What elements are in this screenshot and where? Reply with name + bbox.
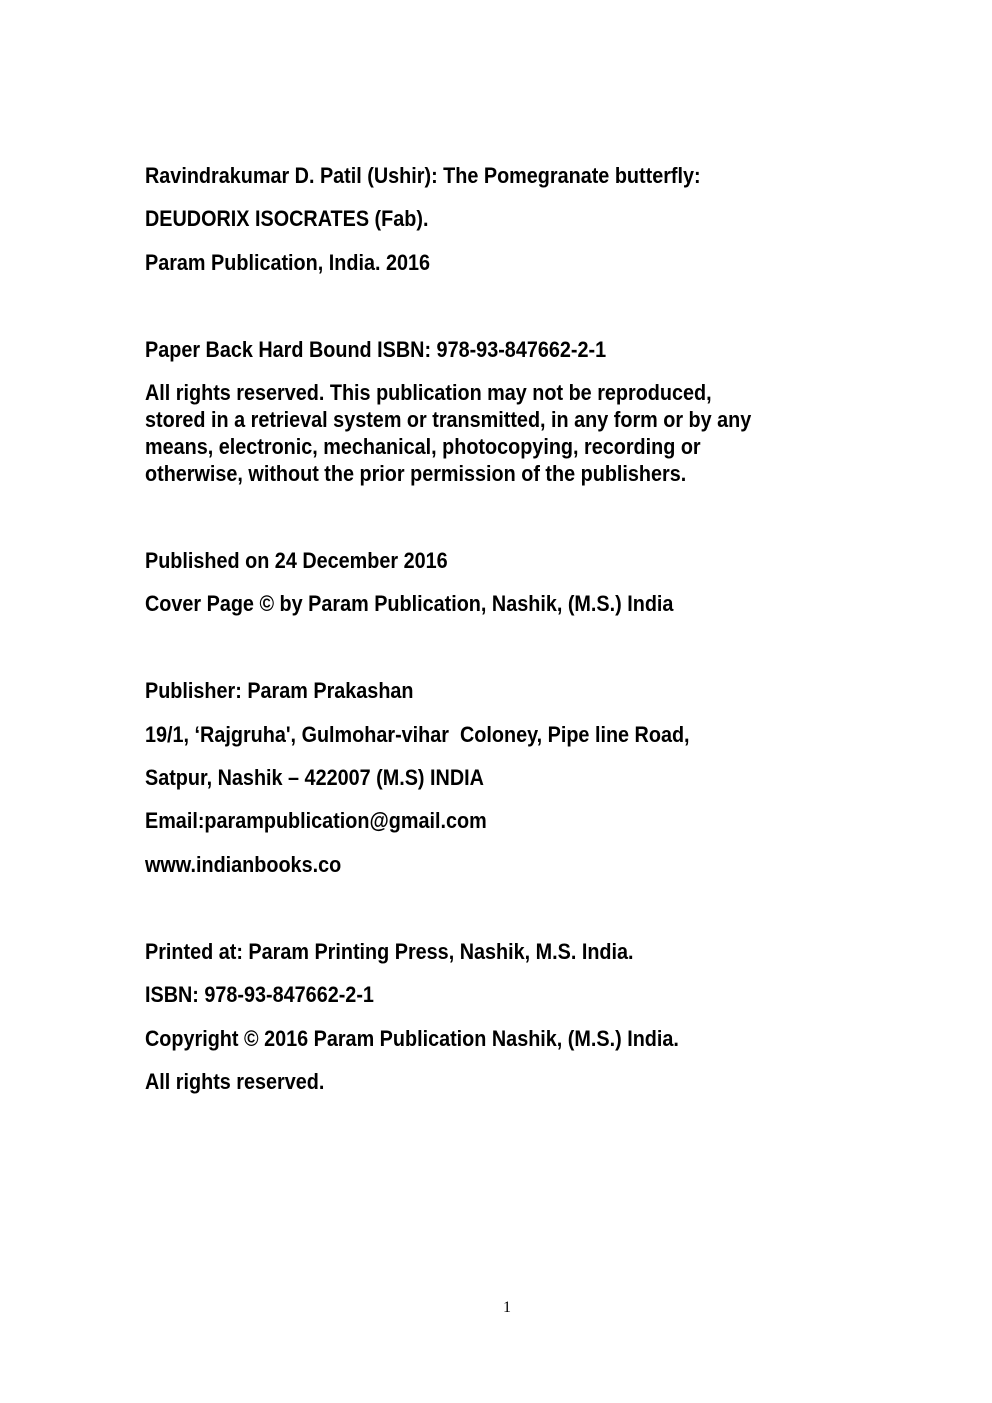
rights-text: otherwise, without the prior permission of the publishers. xyxy=(145,461,687,486)
page-number: 1 xyxy=(503,1299,511,1316)
publisher-website: www.indianbooks.co xyxy=(145,852,342,877)
isbn-line: Paper Back Hard Bound ISBN: 978-93-847662-2-1 xyxy=(145,337,607,362)
citation-line: Ravindrakumar D. Patil (Ushir): The Pomegranate butterfly: xyxy=(145,163,701,188)
publisher-name: Publisher: Param Prakashan xyxy=(145,678,414,703)
copyright-line: Copyright © 2016 Param Publication Nashik, (M.S.) India. xyxy=(145,1026,679,1051)
rights-text: stored in a retrieval system or transmitted, in any form or by any xyxy=(145,407,752,432)
citation-line: Param Publication, India. 2016 xyxy=(145,250,431,275)
cover-credit: Cover Page © by Param Publication, Nashik, (M.S.) India xyxy=(145,591,674,616)
isbn-line: ISBN: 978-93-847662-2-1 xyxy=(145,982,374,1007)
publisher-email: Email:parampublication@gmail.com xyxy=(145,808,487,833)
printer-line: Printed at: Param Printing Press, Nashik, M.S. India. xyxy=(145,939,634,964)
publisher-address: Satpur, Nashik – 422007 (M.S) INDIA xyxy=(145,765,484,790)
publisher-address: 19/1, ‘Rajgruha', Gulmohar-vihar Coloney, Pipe line Road, xyxy=(145,722,690,747)
rights-text: All rights reserved. This publication may not be reproduced, xyxy=(145,380,712,405)
rights-line: All rights reserved. xyxy=(145,1069,325,1094)
citation-line: DEUDORIX ISOCRATES (Fab). xyxy=(145,206,429,231)
rights-text: means, electronic, mechanical, photocopying, recording or xyxy=(145,434,701,459)
published-date: Published on 24 December 2016 xyxy=(145,548,448,573)
